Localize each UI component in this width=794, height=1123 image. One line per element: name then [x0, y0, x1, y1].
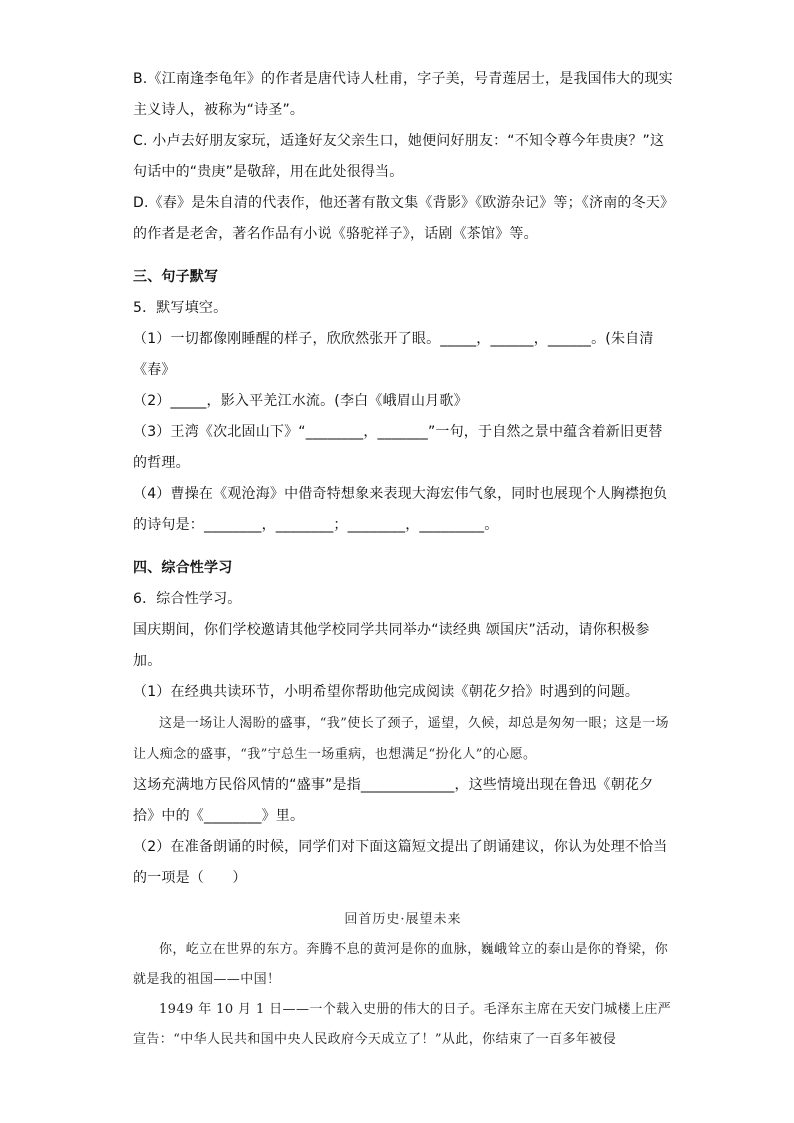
- fill-in-blank: 这场充满地方民俗风情的“盛事”是指_____________，这些情境出现在鲁迅《朝花夕拾》中的《________》里。: [133, 777, 654, 824]
- activity-intro: 国庆期间，你们学校邀请其他学校同学共同举办“读经典 颂国庆”活动，请你积极参加。: [133, 622, 650, 669]
- dictation-item-4: （4）曹操在《观沧海》中借奇特想象来表现大海宏伟气象，同时也展现个人胸襟抱负的诗句是：________，________；________，_________。: [133, 486, 668, 533]
- question-5: 5．默写填空。: [133, 300, 228, 316]
- question-6: 6．综合性学习。: [133, 591, 242, 607]
- option-b: B.《江南逢李龟年》的作者是唐代诗人杜甫，字子美，号青莲居士，是我国伟大的现实主义诗人，被称为“诗圣”。: [133, 71, 673, 118]
- option-c: C. 小卢去好朋友家玩，适逢好友父亲生口，她便问好朋友：“不知令尊今年贵庚？”这句话中的“贵庚”是敬辞，用在此处很得当。: [133, 133, 665, 180]
- passage-paragraph-1: 你，屹立在世界的东方。奔腾不息的黄河是你的血脉，巍峨耸立的泰山是你的脊梁，你就是我的祖国——中国！: [133, 942, 669, 987]
- passage-paragraph-2: 1949 年 10 月 1 日——一个载入史册的伟大的日子。毛泽东主席在天安门城楼上庄严宣告：“中华人民共和国中央人民政府今天成立了！”从此，你结束了一百多年被侵: [133, 1002, 672, 1047]
- passage-title: 回首历史·展望未来: [344, 912, 462, 927]
- option-d: D.《春》是朱自清的代表作，他还著有散文集《背影》《欧游杂记》等；《济南的冬天》的作者是老舍，著名作品有小说《骆驼祥子》，话剧《茶馆》等。: [133, 195, 668, 242]
- dictation-item-2: （2）_____，影入平羌江水流。(李白《峨眉山月歌》: [133, 393, 468, 409]
- dictation-item-1: （1）一切都像刚睡醒的样子，欣欣然张开了眼。_____，______，______。(朱自清《春》: [133, 331, 654, 378]
- sub-question-2: （2）在准备朗诵的时候，同学们对下面这篇短文提出了朗诵建议，你认为处理不恰当的一项是（ ）: [133, 839, 668, 886]
- page-content: [133, 64, 673, 1055]
- section-heading-comprehensive: 四、综合性学习: [133, 560, 233, 576]
- section-heading-dictation: 三、句子默写: [133, 269, 219, 285]
- dictation-item-3: （3）王湾《次北固山下》“________，_______”一句，于自然之景中蕴含着新旧更替的哲理。: [133, 424, 663, 471]
- sub-question-1: （1）在经典共读环节，小明希望你帮助他完成阅读《朝花夕拾》时遇到的问题。: [133, 684, 640, 700]
- quoted-excerpt: 这是一场让人渴盼的盛事，“我”使长了颈子，遥望，久候，却总是匆匆一眼；这是一场让人痴念的盛事，“我”宁总生一场重病，也想满足“扮化人”的心愿。: [133, 716, 669, 762]
